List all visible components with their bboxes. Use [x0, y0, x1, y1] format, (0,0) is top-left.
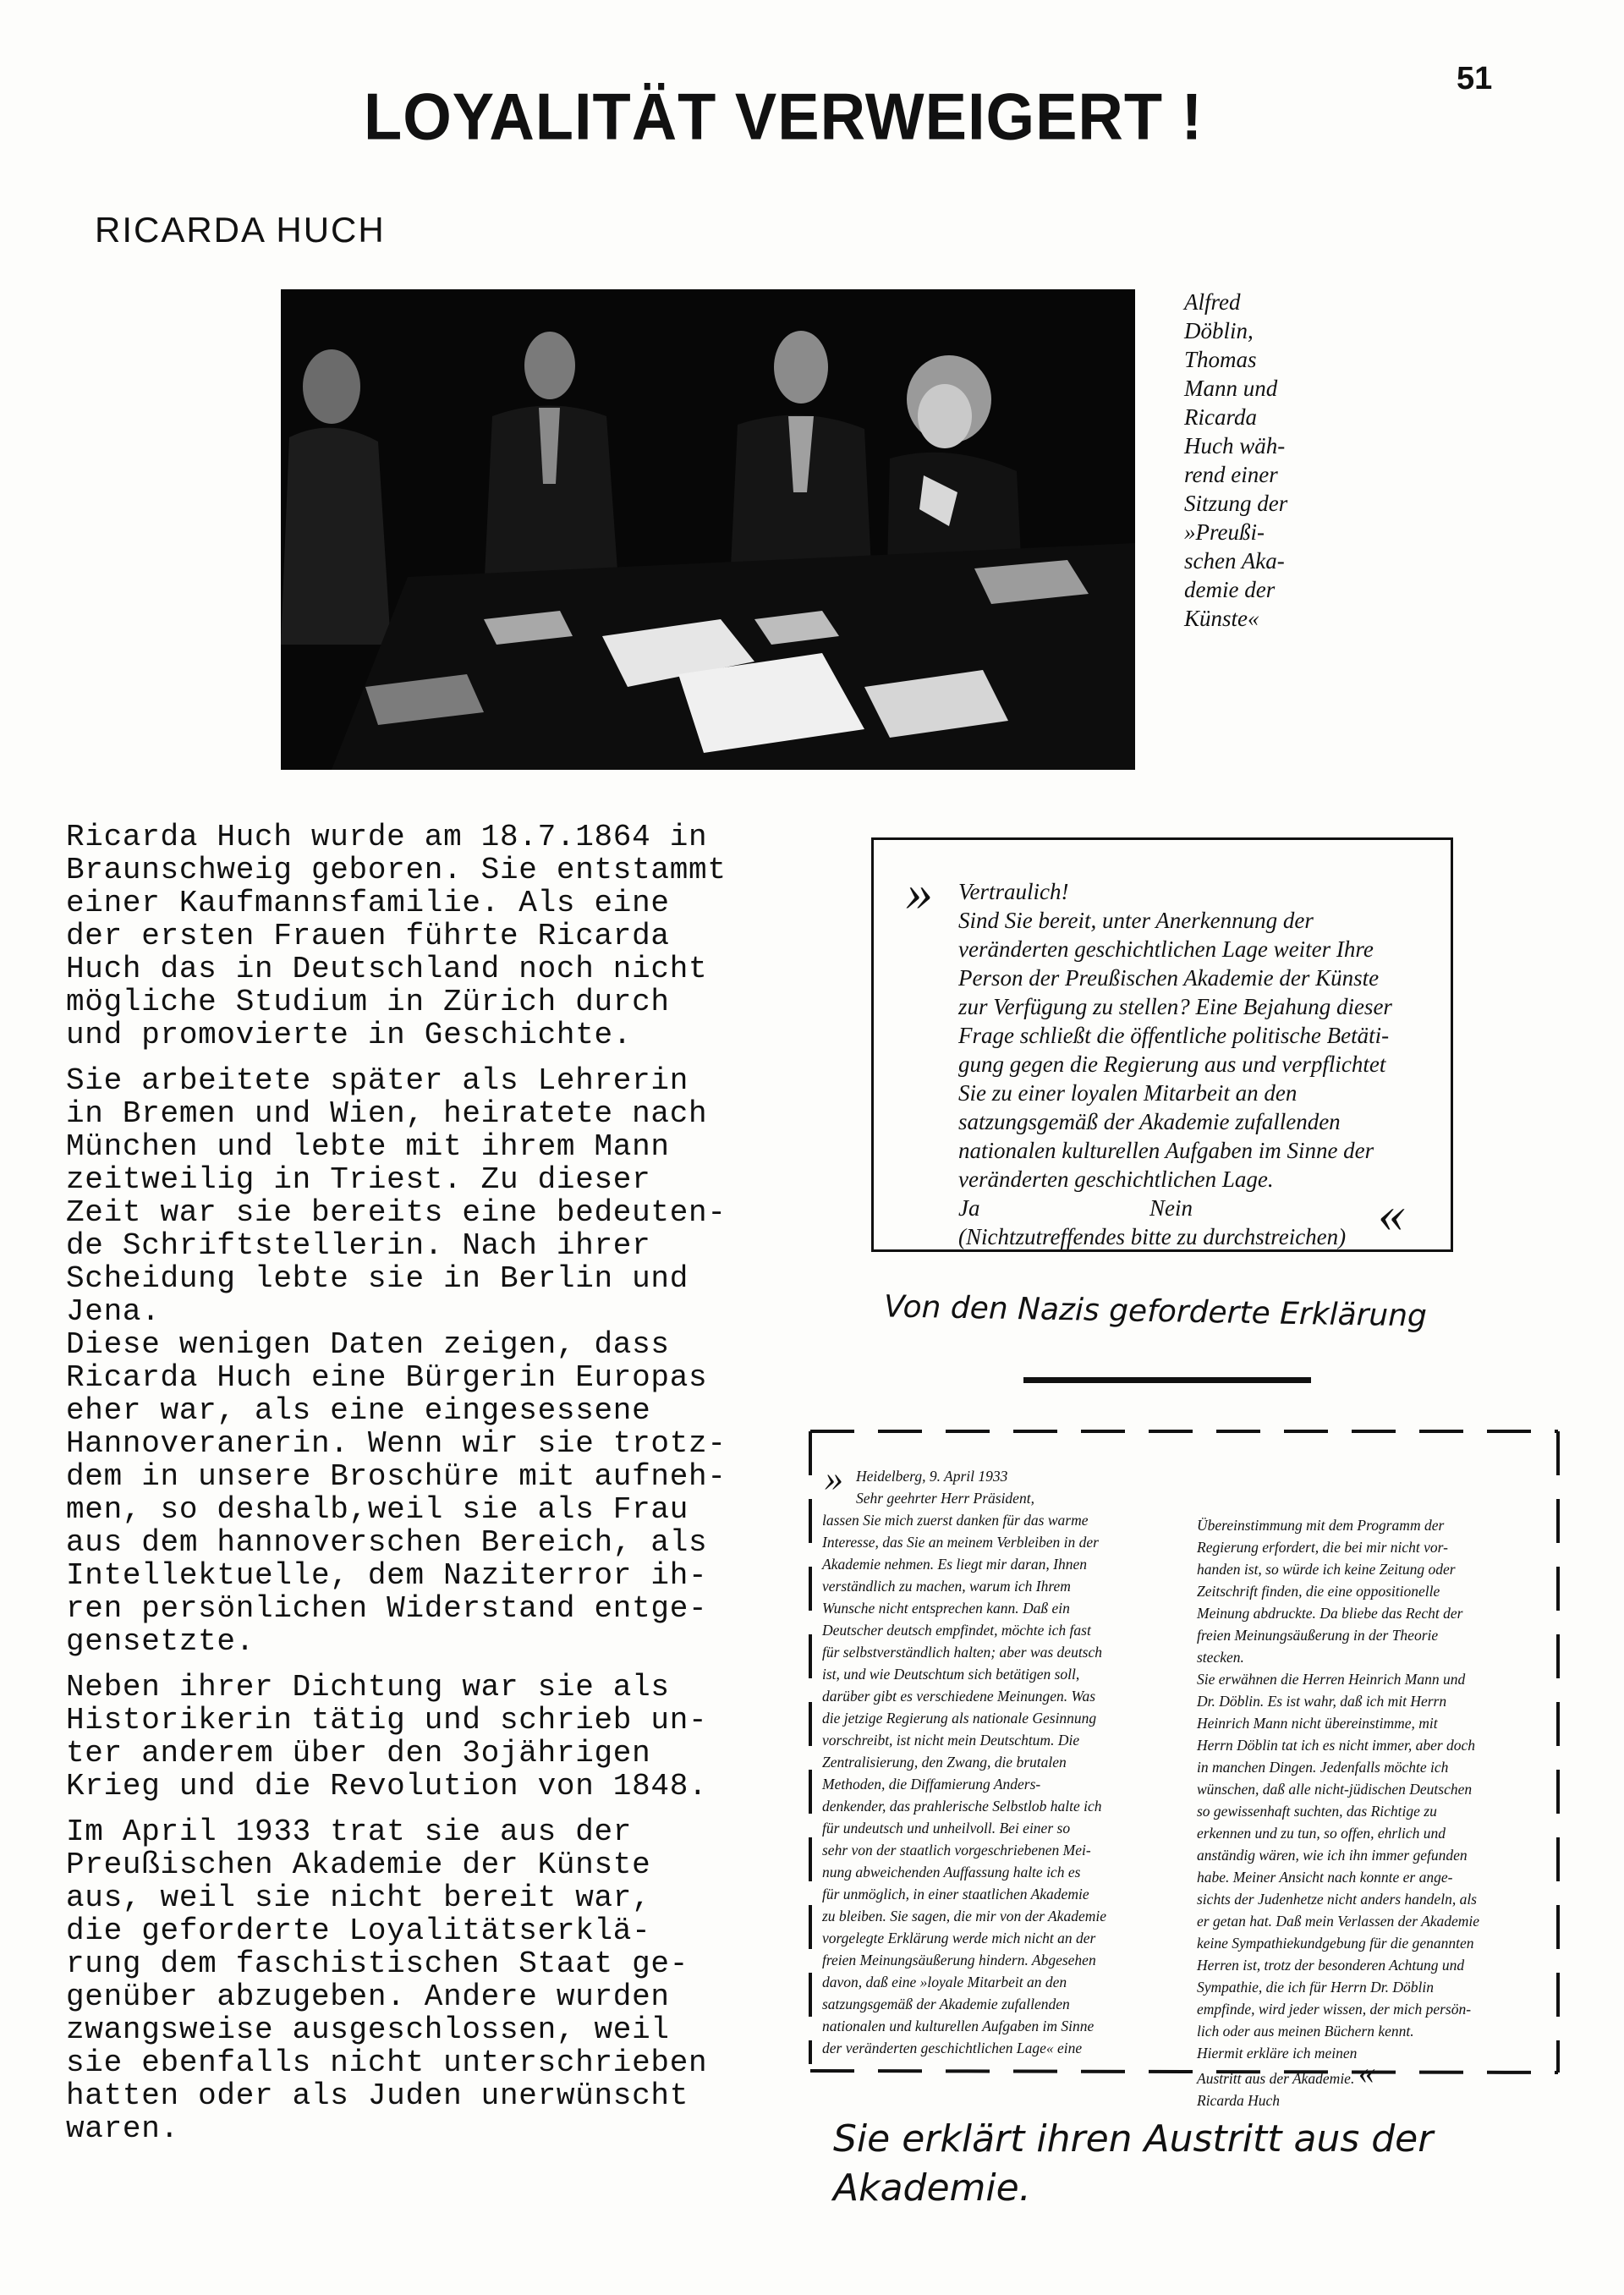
text-line: rung dem faschistischen Staat ge-: [66, 1946, 689, 1981]
text-line: eher war, als eine eingesessene: [66, 1393, 651, 1428]
text-line: Huch das in Deutschland noch nicht: [66, 952, 708, 986]
letter-line: Sympathie, die ich für Herrn Dr. Döblin: [1197, 1979, 1434, 1996]
caption-line: Alfred: [1184, 289, 1241, 315]
letter-line: Meinung abdruckte. Da bliebe das Recht der: [1197, 1605, 1463, 1622]
letter-line: in manchen Dingen. Jedenfalls möchte ich: [1197, 1759, 1449, 1776]
text-line: Braunschweig geboren. Sie entstammt: [66, 853, 727, 887]
photo-illustration: [281, 289, 1135, 770]
letter-line: der veränderten geschichtlichen Lage« eine: [822, 2040, 1083, 2056]
text-line: zwangsweise ausgeschlossen, weil: [66, 2012, 670, 2047]
caption-line: rend einer: [1184, 462, 1278, 487]
letter-line: vorgelegte Erklärung werde mich nicht an der: [822, 1930, 1096, 1946]
letter-line: die jetzige Regierung als nationale Gesinnung: [822, 1710, 1097, 1727]
paragraph: [66, 821, 760, 1051]
letter-line: davon, daß eine »loyale Mitarbeit an den: [822, 1974, 1067, 1990]
text-line: Zeit war sie bereits eine bedeuten-: [66, 1195, 727, 1230]
letter-line: Methoden, die Diffamierung Anders-: [822, 1776, 1041, 1793]
text-line: einer Kaufmannsfamilie. Als eine: [66, 886, 670, 920]
caption-line: »Preußi-: [1184, 519, 1265, 545]
letter-line: wünschen, daß alle nicht-jüdischen Deutschen: [1197, 1781, 1473, 1798]
letter-line: handen ist, so würde ich keine Zeitung oder: [1197, 1561, 1456, 1578]
letter-line: Heinrich Mann nicht übereinstimme, mit: [1197, 1715, 1438, 1732]
text-line: Ricarda Huch eine Bürgerin Europas: [66, 1360, 708, 1395]
paragraph: [66, 1064, 760, 1658]
letter-line: vorschreibt, ist nicht mein Deutschtum. Die: [822, 1732, 1080, 1749]
photo-caption: [1184, 288, 1396, 633]
handwritten-caption-declaration: Von den Nazis geforderte Erklärung: [883, 1289, 1428, 1334]
quote-close-mark: «: [1378, 1183, 1405, 1244]
text-line: waren.: [66, 2111, 179, 2146]
quote-open-mark: »: [906, 862, 933, 922]
text-line: Jena.: [66, 1294, 161, 1329]
text-line: Ricarda Huch wurde am 18.7.1864 in: [66, 820, 708, 854]
text-line: Intellektuelle, dem Naziterror ih-: [66, 1558, 708, 1593]
declaration-line: satzungsgemäß der Akademie zufallenden: [958, 1109, 1341, 1134]
text-line: ren persönlichen Widerstand entge-: [66, 1591, 708, 1626]
letter-line: er getan hat. Daß mein Verlassen der Akademie: [1197, 1913, 1480, 1930]
text-line: Diese wenigen Daten zeigen, dass: [66, 1327, 670, 1362]
letter-line: Regierung erfordert, die bei mir nicht vor-: [1197, 1539, 1448, 1556]
nazi-declaration-box: [871, 837, 1453, 1252]
declaration-line: Person der Preußischen Akademie der Künste: [958, 965, 1380, 991]
letter-line: erkennen und zu tun, so offen, ehrlich und: [1197, 1825, 1446, 1842]
text-line: Preußischen Akademie der Künste: [66, 1848, 651, 1882]
letter-line: Herren ist, trotz der besonderen Achtung und: [1197, 1957, 1465, 1974]
declaration-line: veränderten geschichtlichen Lage weiter Ihre: [958, 936, 1374, 962]
letter-line: Zeitschrift finden, die eine oppositionelle: [1197, 1583, 1440, 1600]
text-line: Hannoveranerin. Wenn wir sie trotz-: [66, 1426, 727, 1461]
letter-line: lassen Sie mich zuerst danken für das warme: [822, 1512, 1089, 1529]
letter-line: nung abweichenden Auffassung halte ich es: [822, 1864, 1081, 1880]
historical-photo: [281, 289, 1135, 770]
text-line: dem in unsere Broschüre mit aufneh-: [66, 1459, 727, 1494]
letter-line: denkender, das prahlerische Selbstlob halte ich: [822, 1798, 1102, 1815]
declaration-line: nationalen kulturellen Aufgaben im Sinne der: [958, 1138, 1374, 1163]
letter-line: für selbstverständlich halten; aber was deutsch: [822, 1644, 1103, 1661]
letter-line: keine Sympathiekundgebung für die genannten: [1197, 1935, 1474, 1952]
letter-line: [1197, 2042, 1479, 2064]
caption-line: Künste«: [1184, 606, 1259, 631]
declaration-line: veränderten geschichtlichen Lage.: [958, 1167, 1274, 1192]
declaration-line: Vertraulich!: [958, 879, 1069, 904]
text-line: und promovierte in Geschichte.: [66, 1018, 633, 1052]
text-line: Sie arbeitete später als Lehrerin: [66, 1063, 689, 1098]
letter-line: Deutscher deutsch empfindet, möchte ich fast: [822, 1622, 1091, 1639]
answer-nein: Nein: [1149, 1195, 1193, 1221]
letter-close-mark: «: [1358, 2053, 1375, 2091]
caption-line: Sie erklärt ihren Austritt aus der: [833, 2117, 1434, 2160]
declaration-line: Sind Sie bereit, unter Anerkennung der: [958, 908, 1314, 933]
divider-rule: [1023, 1377, 1311, 1383]
declaration-note: (Nichtzutreffendes bitte zu durchstreichen): [958, 1224, 1347, 1249]
handwritten-caption-exit: [833, 2115, 1476, 2213]
paragraph: [66, 1671, 760, 1803]
page-title: LOYALITÄT VERWEIGERT !: [364, 79, 1204, 154]
text-line: gensetzte.: [66, 1624, 255, 1659]
letter-line: für undeutsch und unheilvoll. Bei einer so: [822, 1820, 1071, 1837]
letter-line: freien Meinungsäußerung in der Theorie: [1197, 1627, 1439, 1644]
declaration-text: [958, 877, 1392, 1194]
letter-line: Dr. Döblin. Es ist wahr, daß ich mit Herrn: [1197, 1693, 1447, 1710]
text-line: aus, weil sie nicht bereit war,: [66, 1880, 651, 1915]
text-line: die geforderte Loyalitätserklä-: [66, 1913, 651, 1948]
letter-line: anständig wären, wie ich ihn immer gefunden: [1197, 1847, 1468, 1864]
text-line: München und lebte mit ihrem Mann: [66, 1129, 670, 1164]
letter-line: Akademie nehmen. Es liegt mir daran, Ihnen: [822, 1556, 1087, 1573]
caption-line: Akademie.: [833, 2166, 1031, 2210]
letter-line: Heidelberg, 9. April 1933: [856, 1468, 1008, 1485]
text-line: Neben ihrer Dichtung war sie als: [66, 1670, 670, 1705]
letter-line: lich oder aus meinen Büchern kennt.: [1197, 2023, 1414, 2040]
declaration-line: Sie zu einer loyalen Mitarbeit an den: [958, 1080, 1298, 1106]
letter-line: Sie erwähnen die Herren Heinrich Mann und: [1197, 1671, 1466, 1688]
declaration-line: zur Verfügung zu stellen? Eine Bejahung dieser: [958, 994, 1392, 1019]
letter-line: zu bleiben. Sie sagen, die mir von der Akademie: [822, 1908, 1106, 1924]
letter-line: sichts der Judenhetze nicht anders handeln, als: [1197, 1891, 1477, 1908]
caption-line: Huch wäh-: [1184, 433, 1286, 458]
letter-line: Zentralisierung, den Zwang, die brutalen: [822, 1754, 1067, 1771]
author-heading: RICARDA HUCH: [95, 210, 386, 250]
caption-line: Döblin,: [1184, 318, 1254, 343]
text-line: Scheidung lebte sie in Berlin und: [66, 1261, 689, 1296]
text-line: Krieg und die Revolution von 1848.: [66, 1769, 708, 1804]
text-line: genüber abzugeben. Andere wurden: [66, 1979, 670, 2014]
letter-line: Herrn Döblin tat ich es nicht immer, aber doch: [1197, 1737, 1476, 1754]
letter-line: ist, und wie Deutschtum sich betätigen soll,: [822, 1666, 1080, 1683]
paragraph: [66, 1815, 760, 2145]
text-line: de Schriftstellerin. Nach ihrer: [66, 1228, 651, 1263]
text-line: zeitweilig in Triest. Zu dieser: [66, 1162, 651, 1197]
caption-line: Ricarda: [1184, 404, 1257, 430]
letter-open-mark: »: [825, 1458, 843, 1499]
letter-line: Interesse, das Sie an meinem Verbleiben in der: [822, 1534, 1099, 1551]
caption-line: demie der: [1184, 577, 1276, 602]
text-line: mögliche Studium in Zürich durch: [66, 985, 670, 1019]
letter-line: Sehr geehrter Herr Präsident,: [856, 1490, 1034, 1507]
text-line: Historikerin tätig und schrieb un-: [66, 1703, 708, 1738]
text-line: men, so deshalb,weil sie als Frau: [66, 1492, 689, 1527]
letter-column-right: [1197, 1514, 1479, 2111]
text-line: hatten oder als Juden unerwünscht: [66, 2078, 689, 2113]
caption-line: Mann und: [1184, 376, 1278, 401]
caption-line: Sitzung der: [1184, 491, 1288, 516]
letter-signature: Ricarda Huch: [1197, 2092, 1281, 2109]
text-line: sie ebenfalls nicht unterschrieben: [66, 2045, 708, 2080]
letter-line: freien Meinungsäußerung hindern. Abgesehen: [822, 1952, 1096, 1968]
letter-line: so gewissenhaft suchten, das Richtige zu: [1197, 1803, 1437, 1820]
letter-line: satzungsgemäß der Akademie zufallenden: [822, 1996, 1070, 2012]
letter-column-left: [822, 1458, 1106, 2059]
letter-line: für unmöglich, in einer staatlichen Akademie: [822, 1886, 1089, 1902]
letter-line: darüber gibt es verschiedene Meinungen. Was: [822, 1688, 1096, 1705]
letter-line: Übereinstimmung mit dem Programm der: [1197, 1517, 1445, 1534]
letter-line: sehr von der staatlich vorgeschriebenen Mei-: [822, 1842, 1091, 1859]
letter-line-text: Austritt aus der Akademie.: [1197, 2070, 1355, 2087]
letter-line: Wunsche nicht entsprechen kann. Daß ein: [822, 1600, 1070, 1617]
text-line: Im April 1933 trat sie aus der: [66, 1815, 633, 1849]
caption-line: Thomas: [1184, 347, 1257, 372]
answer-ja: Ja: [958, 1195, 980, 1221]
text-line: aus dem hannoverschen Bereich, als: [66, 1525, 708, 1560]
answer-options: [958, 1194, 1193, 1222]
letter-line: empfinde, wird jeder wissen, der mich persön-: [1197, 2001, 1472, 2018]
biography-text: [66, 821, 760, 2158]
page-number: 51: [1457, 61, 1493, 96]
letter-line: nationalen und kulturellen Aufgaben im Sinne: [822, 2018, 1095, 2034]
caption-line: schen Aka-: [1184, 548, 1285, 574]
letter-line-text: Hiermit erkläre ich meinen: [1197, 2045, 1358, 2062]
declaration-line: Frage schließt die öffentliche politische Betäti-: [958, 1023, 1390, 1048]
letter-line: verständlich zu machen, warum ich Ihrem: [822, 1578, 1071, 1595]
letter-line: stecken.: [1197, 1649, 1244, 1666]
text-line: der ersten Frauen führte Ricarda: [66, 919, 670, 953]
text-line: in Bremen und Wien, heiratete nach: [66, 1096, 708, 1131]
letter-line: habe. Meiner Ansicht nach konnte er ange-: [1197, 1869, 1453, 1886]
declaration-line: gung gegen die Regierung aus und verpflichtet: [958, 1051, 1386, 1077]
text-line: ter anderem über den 3ojährigen: [66, 1736, 651, 1771]
